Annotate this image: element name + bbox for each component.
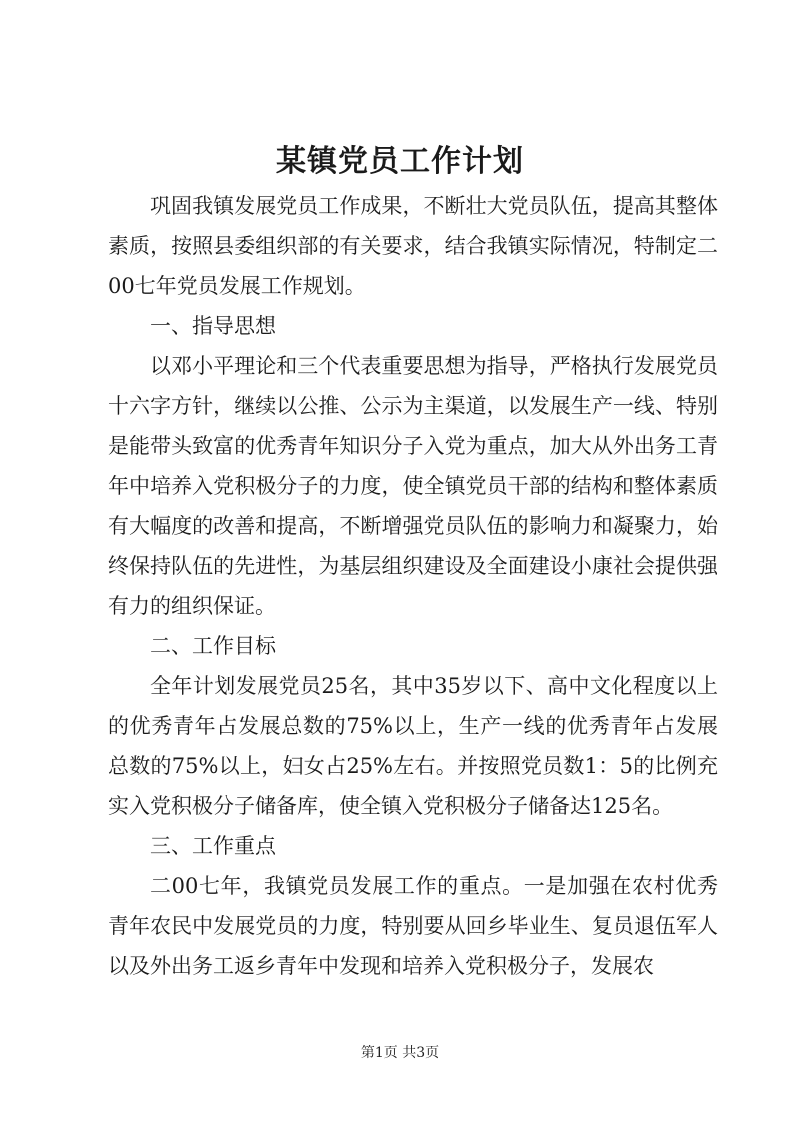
document-body [108, 186, 718, 986]
intro-paragraph: 巩固我镇发展党员工作成果，不断壮大党员队伍，提高其整体素质，按照县委组织部的有关要求，结合我镇实际情况，特制定二00七年党员发展工作规划。 [108, 194, 718, 298]
section-heading-guiding-ideology: 一、指导思想 [150, 314, 276, 338]
work-goals-paragraph: 全年计划发展党员25名，其中35岁以下、高中文化程度以上的优秀青年占发展总数的75%以上，生产一线的优秀青年占发展总数的75%以上，妇女占25%左右。并按照党员数1：5的比例充实入党积极分子储备库，使全镇入党积极分子储备达125名。 [108, 674, 718, 818]
section-heading-work-goals: 二、工作目标 [150, 634, 276, 658]
guiding-ideology-paragraph: 以邓小平理论和三个代表重要思想为指导，严格执行发展党员十六字方针，继续以公推、公示为主渠道，以发展生产一线、特别是能带头致富的优秀青年知识分子入党为重点，加大从外出务工青年中培养入党积极分子的力度，使全镇党员干部的结构和整体素质有大幅度的改善和提高，不断增强党员队伍的影响力和凝聚力，始终保持队伍的先进性，为基层组织建设及全面建设小康社会提供强有力的组织保证。 [108, 354, 718, 618]
section-heading-work-focus: 三、工作重点 [150, 834, 276, 858]
work-focus-paragraph: 二00七年，我镇党员发展工作的重点。一是加强在农村优秀青年农民中发展党员的力度，特别要从回乡毕业生、复员退伍军人以及外出务工返乡青年中发现和培养入党积极分子，发展农 [108, 874, 718, 978]
document-title: 某镇党员工作计划 [276, 144, 524, 179]
page-number-footer: 第1页 共3页 [360, 1045, 440, 1061]
